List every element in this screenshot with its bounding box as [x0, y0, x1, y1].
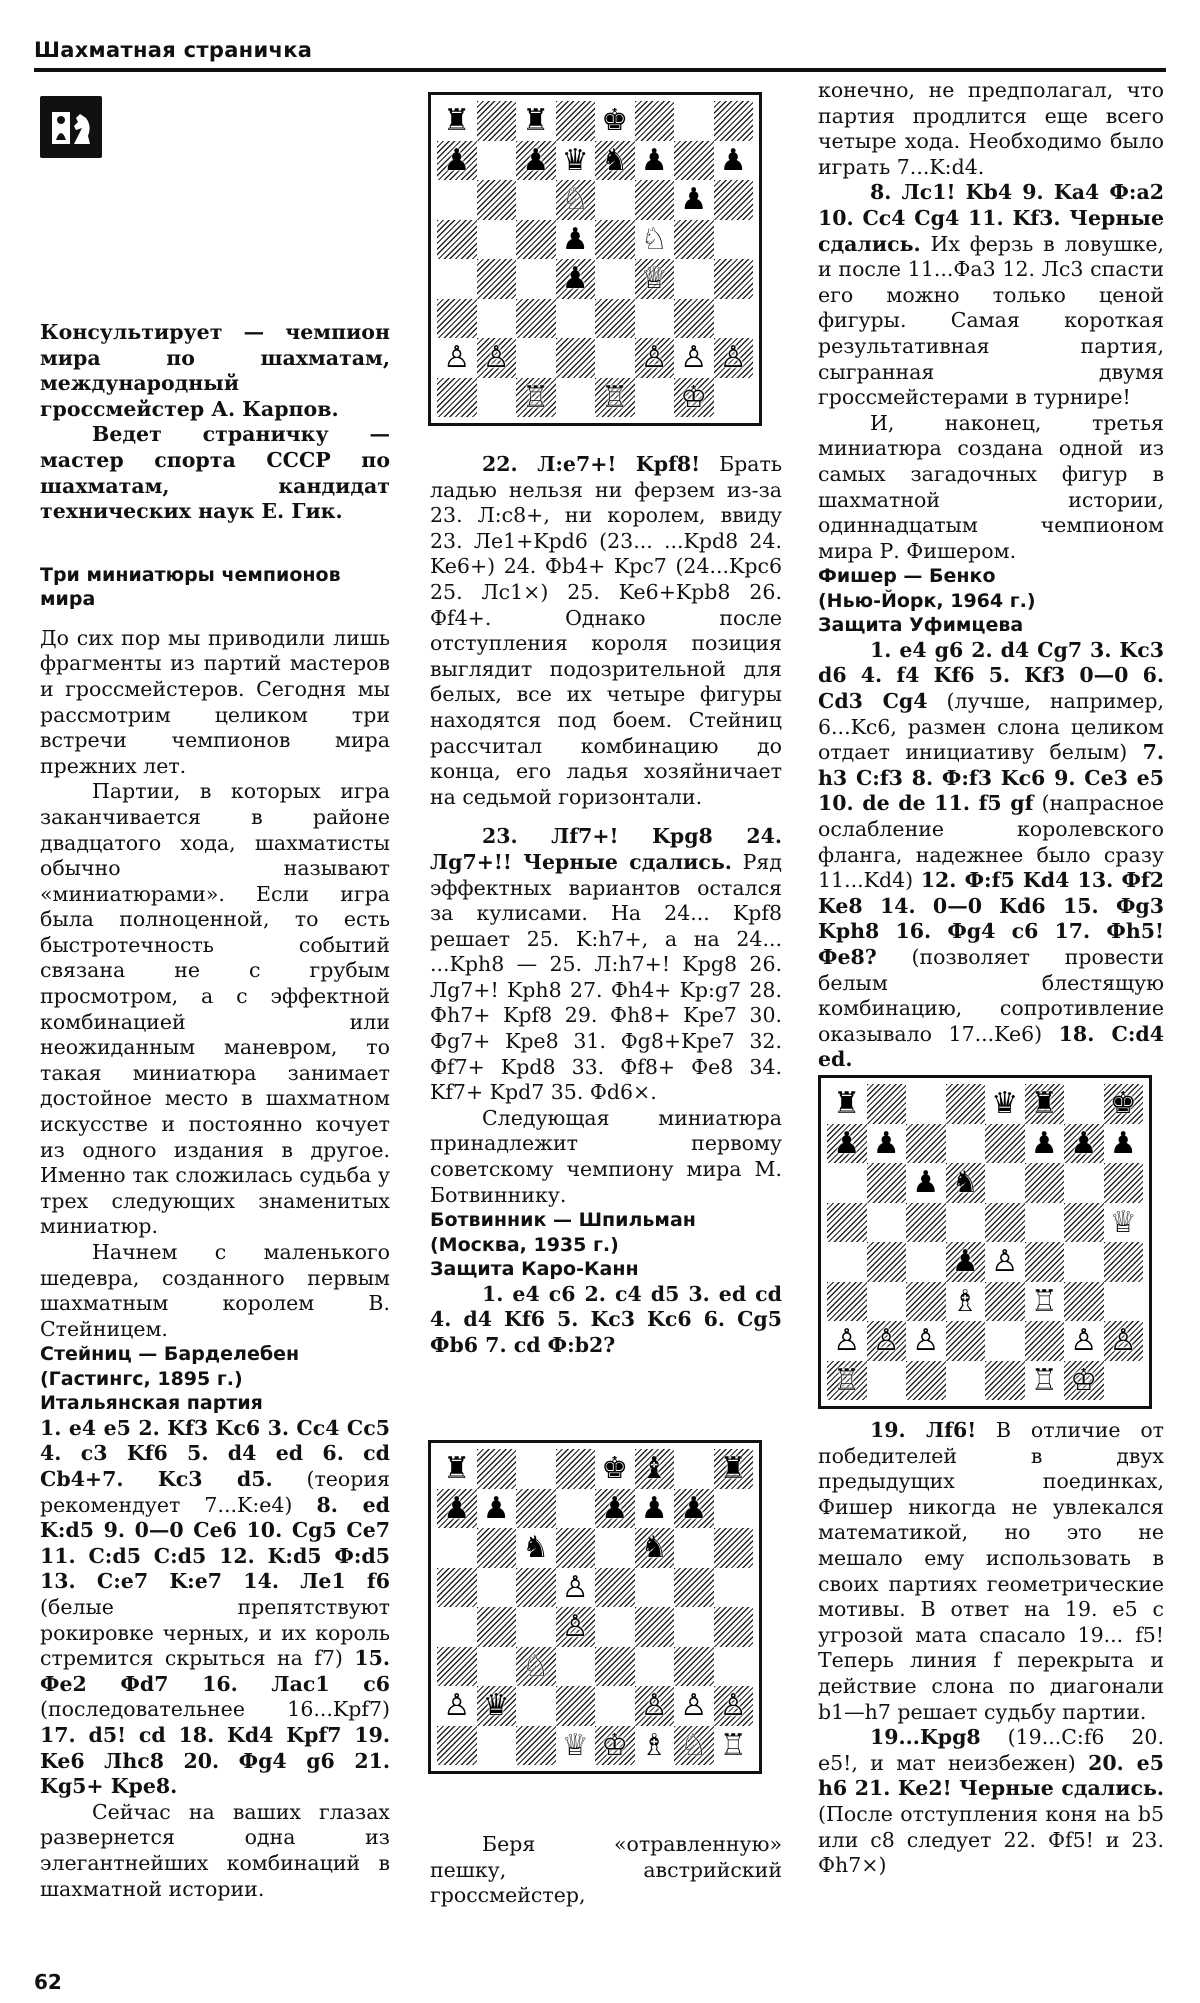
- board-square: [516, 1686, 556, 1726]
- board-square: [556, 1489, 596, 1529]
- board-square: [437, 1726, 477, 1766]
- board-square: [437, 259, 477, 299]
- board-square: [477, 101, 517, 141]
- white-bishop-icon: ♗: [640, 1727, 668, 1763]
- board-square: [477, 141, 517, 181]
- paragraph: Начнем с маленького шедевра, созданного первым шахматным королем В. Стейницем.: [40, 1240, 390, 1341]
- board-square: [906, 1242, 946, 1282]
- white-pawn-icon: ♙: [719, 1688, 747, 1723]
- board-square: [556, 1449, 596, 1489]
- board-square: [556, 338, 596, 378]
- white-queen-icon: ♕: [640, 261, 668, 296]
- board-square: [674, 1607, 714, 1647]
- black-knight-icon: ♞: [640, 1530, 668, 1565]
- board-square: [946, 1084, 986, 1124]
- paragraph: До сих пор мы приводили лишь фрагменты из партий мастеров и гроссмейстеров. Сегодня мы рассмотрим целиком три встречи чемпионов мира прежних лет.: [40, 625, 390, 778]
- white-rook-icon: ♖: [833, 1362, 861, 1398]
- board-square: [595, 1686, 635, 1726]
- board-square: [516, 338, 556, 378]
- black-knight-icon: ♞: [951, 1165, 979, 1200]
- white-knight-icon: ♘: [561, 182, 589, 217]
- black-rook-icon: ♜: [719, 1451, 747, 1486]
- white-pawn-icon: ♙: [680, 1688, 708, 1723]
- game2-opening: Защита Каро-Канн: [430, 1258, 639, 1281]
- game1-moves: 1. e4 e5 2. Kf3 Kc6 3. Cc4 Cc5 4. c3 Kf6 5. d4 ed 6. cd Cb4+7. Kc3 d5. (теория рекомендует 7...K:e4) 8. ed K:d5 9. 0—0 Ce6 10. Cg5 Ce7 11. C:d5 C:d5 12. K:d5 Ф:d5 13. C:e7 K:e7 14. Лe1 f6 (белые препятствуют рокировке черных, и их король стремится скрыться на f7) 15. Фe2 Фd7 16. Лac1 c6 (последовательнее 16...Kpf7) 17. d5! cd 18. Kd4 Kpf7 19. Ke6 Лhc8 20. Фg4 g6 21. Kg5+ Kpe8.: [40, 1415, 390, 1799]
- board-square: [437, 378, 477, 418]
- board-square: [477, 180, 517, 220]
- board-square: [827, 1282, 867, 1322]
- board-square: [674, 259, 714, 299]
- board-square: [635, 299, 675, 339]
- board-square: [674, 220, 714, 260]
- board-square: [516, 1607, 556, 1647]
- board-square: [437, 180, 477, 220]
- board-square: [1064, 1242, 1104, 1282]
- board-square: [635, 1607, 675, 1647]
- board-square: [867, 1163, 907, 1203]
- black-pawn-icon: ♟: [951, 1244, 979, 1279]
- black-queen-icon: ♛: [482, 1688, 510, 1723]
- white-pawn-icon: ♙: [443, 340, 471, 375]
- board-square: [1104, 1242, 1144, 1282]
- white-pawn-icon: ♙: [561, 1609, 589, 1644]
- game1-place: (Гастингс, 1895 г.): [40, 1367, 243, 1390]
- white-pawn-icon: ♙: [680, 340, 708, 375]
- board-square: [714, 1489, 754, 1529]
- board-square: [674, 1647, 714, 1687]
- paragraph: конечно, не предполагал, что партия продлится еще всего четыре хода. Необходимо было играть 7...K:d4.: [818, 78, 1164, 179]
- black-pawn-icon: ♟: [640, 1490, 668, 1526]
- board-square: [595, 338, 635, 378]
- board-square: [477, 1449, 517, 1489]
- board-square: [595, 259, 635, 299]
- board-square: [1064, 1163, 1104, 1203]
- board-square: [516, 1489, 556, 1529]
- black-pawn-icon: ♟: [833, 1125, 861, 1161]
- black-queen-icon: ♛: [991, 1086, 1019, 1121]
- board-square: [595, 1607, 635, 1647]
- article-title: Три миниатюры чемпионов мира: [40, 563, 341, 611]
- board-square: [1025, 1242, 1065, 1282]
- chess-diagram-1: [428, 92, 762, 426]
- board-square: [867, 1242, 907, 1282]
- game3-moves: 1. e4 g6 2. d4 Cg7 3. Kc3 d6 4. f4 Kf6 5. Kf3 0—0 6. Cd3 Cg4 (лучше, например, 6...Kc6, размен слона целиком отдает инициативу белым) 7. h3 C:f3 8. Ф:f3 Kc6 9. Ce3 e5 10. de de 11. f5 gf (напрасное ослабление королевского фланга, надежнее было сразу 11...Kd4) 12. Ф:f5 Kd4 13. Фf2 Ke8 14. 0—0 Kd6 15. Фg3 Kph8 16. Фg4 c6 17. Фh5! Фe8? (позволяет провести белым блестящую комбинацию, сопротивление оказывало 17...Ke6) 18. C:d4 ed.: [818, 637, 1164, 1072]
- black-pawn-icon: ♟: [872, 1125, 900, 1161]
- board-square: [674, 1528, 714, 1568]
- game1-annotation: 23. Лf7+! Kpg8 24. Лg7+!! Черные сдались. Ряд эффектных вариантов остался за кулисами. На 24... Kpf8 решает 25. K:h7+, а на 24... ...Kph8 — 25. Л:h7+! Kpg8 26. Лg7+! Kph8 27. Фh4+ Kp:g7 28. Фh7+ Kpf8 29. Фh8+ Kpe7 30. Фg7+ Kpe8 31. Фg8+Kpe7 32. Фf7+ Kpd8 33. Фf8+ Фe8 34. Kf7+ Kpd7 35. Фd6×.: [430, 824, 782, 1105]
- game2-moves: 1. e4 c6 2. c4 d5 3. ed cd 4. d4 Kf6 5. Kc3 Kc6 6. Cg5 Фb6 7. cd Ф:b2?: [430, 1281, 782, 1357]
- black-rook-icon: ♜: [443, 103, 471, 138]
- game3-place: (Нью-Йорк, 1964 г.): [818, 589, 1036, 612]
- board-square: [714, 1647, 754, 1687]
- black-pawn-icon: ♟: [719, 142, 747, 178]
- black-pawn-icon: ♟: [601, 1490, 629, 1526]
- board-square: [477, 1647, 517, 1687]
- chess-diagram-2: [428, 1440, 762, 1774]
- header-rule: [34, 68, 1166, 72]
- black-rook-icon: ♜: [833, 1086, 861, 1121]
- board-square: [437, 220, 477, 260]
- board-square: [714, 101, 754, 141]
- white-pawn-icon: ♙: [1070, 1323, 1098, 1358]
- board-square: [516, 299, 556, 339]
- paragraph: Беря «отравленную» пешку, австрийский гроссмейстер,: [430, 1832, 782, 1908]
- game3-opening: Защита Уфимцева: [818, 614, 1024, 637]
- black-pawn-icon: ♟: [443, 1490, 471, 1526]
- board-square: [595, 220, 635, 260]
- game2-players: Ботвинник — Шпильман: [430, 1209, 696, 1232]
- black-pawn-icon: ♟: [1030, 1125, 1058, 1161]
- board-square: [595, 1528, 635, 1568]
- white-pawn-icon: ♙: [443, 1688, 471, 1723]
- board-square: [1064, 1203, 1104, 1243]
- board-square: [867, 1282, 907, 1322]
- board-square: [556, 1647, 596, 1687]
- black-queen-icon: ♛: [561, 142, 589, 178]
- board-square: [635, 180, 675, 220]
- board-square: [946, 1361, 986, 1401]
- white-rook-icon: ♖: [522, 379, 550, 415]
- board-square: [906, 1203, 946, 1243]
- board-square: [437, 1528, 477, 1568]
- paragraph: Партии, в которых игра заканчивается в районе двадцатого хода, шахматисты обычно называют «миниатюрами». Если игра была полноценной, то есть быстротечность событий связана не с грубым просмотром, а с эффектной комбинацией или неожиданным маневром, то такая миниатюра занимает достойное место в шахматном искусстве и постоянно кочует из одного издания в другое. Именно так сложилась судьба у трех следующих знаменитых миниатюр.: [40, 779, 390, 1239]
- board-square: [477, 299, 517, 339]
- white-knight-icon: ♘: [680, 1727, 708, 1763]
- white-knight-icon: ♘: [522, 1648, 550, 1684]
- game1-opening: Итальянская партия: [40, 1392, 263, 1415]
- black-knight-icon: ♞: [522, 1530, 550, 1565]
- paragraph: И, наконец, третья миниатюра создана одной из самых загадочных фигур в шахматной истории, одиннадцатым чемпионом мира Р. Фишером.: [818, 410, 1164, 563]
- white-pawn-icon: ♙: [561, 1569, 589, 1605]
- black-pawn-icon: ♟: [482, 1490, 510, 1526]
- board-square: [556, 1528, 596, 1568]
- white-king-icon: ♔: [1070, 1362, 1098, 1398]
- board-square: [556, 1686, 596, 1726]
- column-1: [40, 320, 390, 1902]
- board-square: [674, 141, 714, 181]
- white-pawn-icon: ♙: [833, 1323, 861, 1358]
- board-square: [635, 101, 675, 141]
- black-rook-icon: ♜: [443, 1451, 471, 1486]
- board-square: [516, 259, 556, 299]
- board-square: [714, 259, 754, 299]
- black-rook-icon: ♜: [1030, 1086, 1058, 1121]
- board-square: [985, 1124, 1025, 1164]
- board-square: [516, 1568, 556, 1608]
- board-square: [906, 1084, 946, 1124]
- board-square: [714, 1528, 754, 1568]
- white-queen-icon: ♕: [561, 1727, 589, 1763]
- black-pawn-icon: ♟: [522, 142, 550, 178]
- black-king-icon: ♚: [601, 103, 629, 138]
- black-pawn-icon: ♟: [561, 221, 589, 257]
- white-pawn-icon: ♙: [719, 340, 747, 375]
- white-king-icon: ♔: [680, 379, 708, 415]
- board-square: [437, 299, 477, 339]
- board-square: [516, 1726, 556, 1766]
- board-square: [477, 378, 517, 418]
- board-square: [1064, 1084, 1104, 1124]
- black-bishop-icon: ♝: [640, 1451, 668, 1486]
- board-square: [477, 1568, 517, 1608]
- board-square: [1064, 1282, 1104, 1322]
- board-square: [906, 1361, 946, 1401]
- board-square: [827, 1163, 867, 1203]
- board-square: [595, 299, 635, 339]
- chess-logo-icon: [40, 96, 102, 158]
- board-square: [714, 1568, 754, 1608]
- board-square: [477, 1607, 517, 1647]
- board-square: [674, 1449, 714, 1489]
- board-square: [827, 1242, 867, 1282]
- white-rook-icon: ♖: [719, 1727, 747, 1763]
- black-pawn-icon: ♟: [443, 142, 471, 178]
- board-square: [595, 180, 635, 220]
- board-square: [867, 1361, 907, 1401]
- white-pawn-icon: ♙: [482, 340, 510, 375]
- board-square: [827, 1203, 867, 1243]
- white-rook-icon: ♖: [601, 379, 629, 415]
- board-square: [674, 299, 714, 339]
- board-square: [985, 1361, 1025, 1401]
- board-square: [595, 1647, 635, 1687]
- white-pawn-icon: ♙: [991, 1244, 1019, 1279]
- section-title: Шахматная страничка: [34, 38, 313, 62]
- black-king-icon: ♚: [1109, 1086, 1137, 1121]
- white-pawn-icon: ♙: [872, 1323, 900, 1358]
- column-3: [818, 78, 1164, 1073]
- white-pawn-icon: ♙: [640, 340, 668, 375]
- board-square: [674, 101, 714, 141]
- white-queen-icon: ♕: [1109, 1204, 1137, 1240]
- board-square: [477, 1528, 517, 1568]
- board-square: [595, 1568, 635, 1608]
- paragraph: Сейчас на ваших глазах развернется одна из элегантнейших комбинаций в шахматной истории.: [40, 1799, 390, 1901]
- board-square: [437, 1607, 477, 1647]
- board-square: [714, 299, 754, 339]
- paragraph: Следующая миниатюра принадлежит первому советскому чемпиону мира М. Ботвиннику.: [430, 1105, 782, 1207]
- board-square: [556, 378, 596, 418]
- board-square: [437, 1647, 477, 1687]
- board-square: [1104, 1163, 1144, 1203]
- board-square: [556, 101, 596, 141]
- board-square: [985, 1321, 1025, 1361]
- board-square: [867, 1203, 907, 1243]
- board-square: [635, 378, 675, 418]
- board-square: [985, 1282, 1025, 1322]
- white-knight-icon: ♘: [640, 221, 668, 257]
- board-square: [635, 1647, 675, 1687]
- black-pawn-icon: ♟: [1070, 1125, 1098, 1161]
- board-square: [985, 1163, 1025, 1203]
- board-square: [946, 1321, 986, 1361]
- black-pawn-icon: ♟: [1109, 1125, 1137, 1161]
- board-square: [906, 1282, 946, 1322]
- game3-players: Фишер — Бенко: [818, 565, 996, 588]
- board-square: [714, 378, 754, 418]
- board-square: [714, 180, 754, 220]
- board-square: [556, 299, 596, 339]
- board-square: [516, 180, 556, 220]
- board-square: [516, 220, 556, 260]
- board-square: [1025, 1321, 1065, 1361]
- game1-annotation: 22. Л:e7+! Kpf8! Брать ладью нельзя ни ферзем из-за 23. Л:c8+, ни королем, ввиду 23. Лe1+Kpd6 (23... ...Kpd8 24. Ke6+) 24. Фb4+ Kpc7 (24...Kpc6 25. Лc1×) 25. Ke6+Kpb8 26. Фf4+. Однако после отступления короля позиция выглядит подозрительной для белых, все их четыре фигуры находятся под боем. Стейниц рассчитал комбинацию до конца, его ладья хозяйничает на седьмой горизонтали.: [430, 452, 782, 809]
- game2-place: (Москва, 1935 г.): [430, 1233, 619, 1256]
- board-square: [1025, 1203, 1065, 1243]
- board-square: [674, 1568, 714, 1608]
- game1-players: Стейниц — Барделебен: [40, 1343, 300, 1366]
- black-pawn-icon: ♟: [680, 182, 708, 217]
- black-pawn-icon: ♟: [561, 261, 589, 296]
- black-pawn-icon: ♟: [640, 142, 668, 178]
- white-pawn-icon: ♙: [1109, 1323, 1137, 1358]
- column-2: [430, 452, 782, 1359]
- board-square: [635, 1568, 675, 1608]
- black-rook-icon: ♜: [522, 103, 550, 138]
- game3-annotation: 19...Kpg8 (19...C:f6 20. e5!, и мат неизбежен) 20. e5 h6 21. Ke2! Черные сдались. (После отступления коня на b5 или c8 следует 22. Фf5! и 23. Фh7×): [818, 1725, 1164, 1878]
- board-square: [946, 1203, 986, 1243]
- chess-diagram-3: [818, 1075, 1152, 1409]
- game2-annotation: 8. Лc1! Kb4 9. Ka4 Ф:a2 10. Cc4 Cg4 11. Kf3. Черные сдались. Их ферзь в ловушке, и после 11...Фa3 12. Лc3 спасти его можно только ценой фигуры. Самая короткая результативная партия, сыгранная двумя гроссмейстерами в турнире!: [818, 180, 1164, 410]
- black-pawn-icon: ♟: [912, 1165, 940, 1200]
- white-rook-icon: ♖: [1030, 1283, 1058, 1319]
- white-pawn-icon: ♙: [912, 1323, 940, 1358]
- board-square: [516, 1449, 556, 1489]
- black-pawn-icon: ♟: [680, 1490, 708, 1526]
- board-square: [437, 1568, 477, 1608]
- black-knight-icon: ♞: [601, 142, 629, 178]
- page-number: 62: [34, 1970, 62, 1994]
- white-rook-icon: ♖: [1030, 1362, 1058, 1398]
- column-3-tail: [818, 1418, 1164, 1879]
- white-pawn-icon: ♙: [640, 1688, 668, 1723]
- board-square: [1025, 1163, 1065, 1203]
- editor-note: Ведет страничку — мастер спорта СССР по шахматам, кандидат технических наук Е. Гик.: [40, 422, 390, 524]
- board-square: [714, 1607, 754, 1647]
- board-square: [946, 1124, 986, 1164]
- board-square: [477, 1726, 517, 1766]
- board-square: [906, 1124, 946, 1164]
- board-square: [477, 259, 517, 299]
- board-square: [985, 1203, 1025, 1243]
- column-2-tail: [430, 1832, 782, 1909]
- game3-annotation: 19. Лf6! В отличие от победителей в двух предыдущих поединках, Фишер никогда не увлекался математикой, но это не мешало ему использовать в своих партиях геометрические мотивы. В ответ на 19. e5 с угрозой мата спасало 19... f5! Теперь линия f перекрыта и действие слона по диагонали b1—h7 решает судьбу партии.: [818, 1418, 1165, 1724]
- board-square: [1104, 1282, 1144, 1322]
- consultant-note: Консультирует — чемпион мира по шахматам, международный гроссмейстер А. Карпов.: [40, 320, 390, 421]
- board-square: [1104, 1361, 1144, 1401]
- white-king-icon: ♔: [601, 1727, 629, 1763]
- board-square: [867, 1084, 907, 1124]
- white-bishop-icon: ♗: [951, 1283, 979, 1319]
- board-square: [714, 220, 754, 260]
- black-king-icon: ♚: [601, 1451, 629, 1486]
- board-square: [477, 220, 517, 260]
